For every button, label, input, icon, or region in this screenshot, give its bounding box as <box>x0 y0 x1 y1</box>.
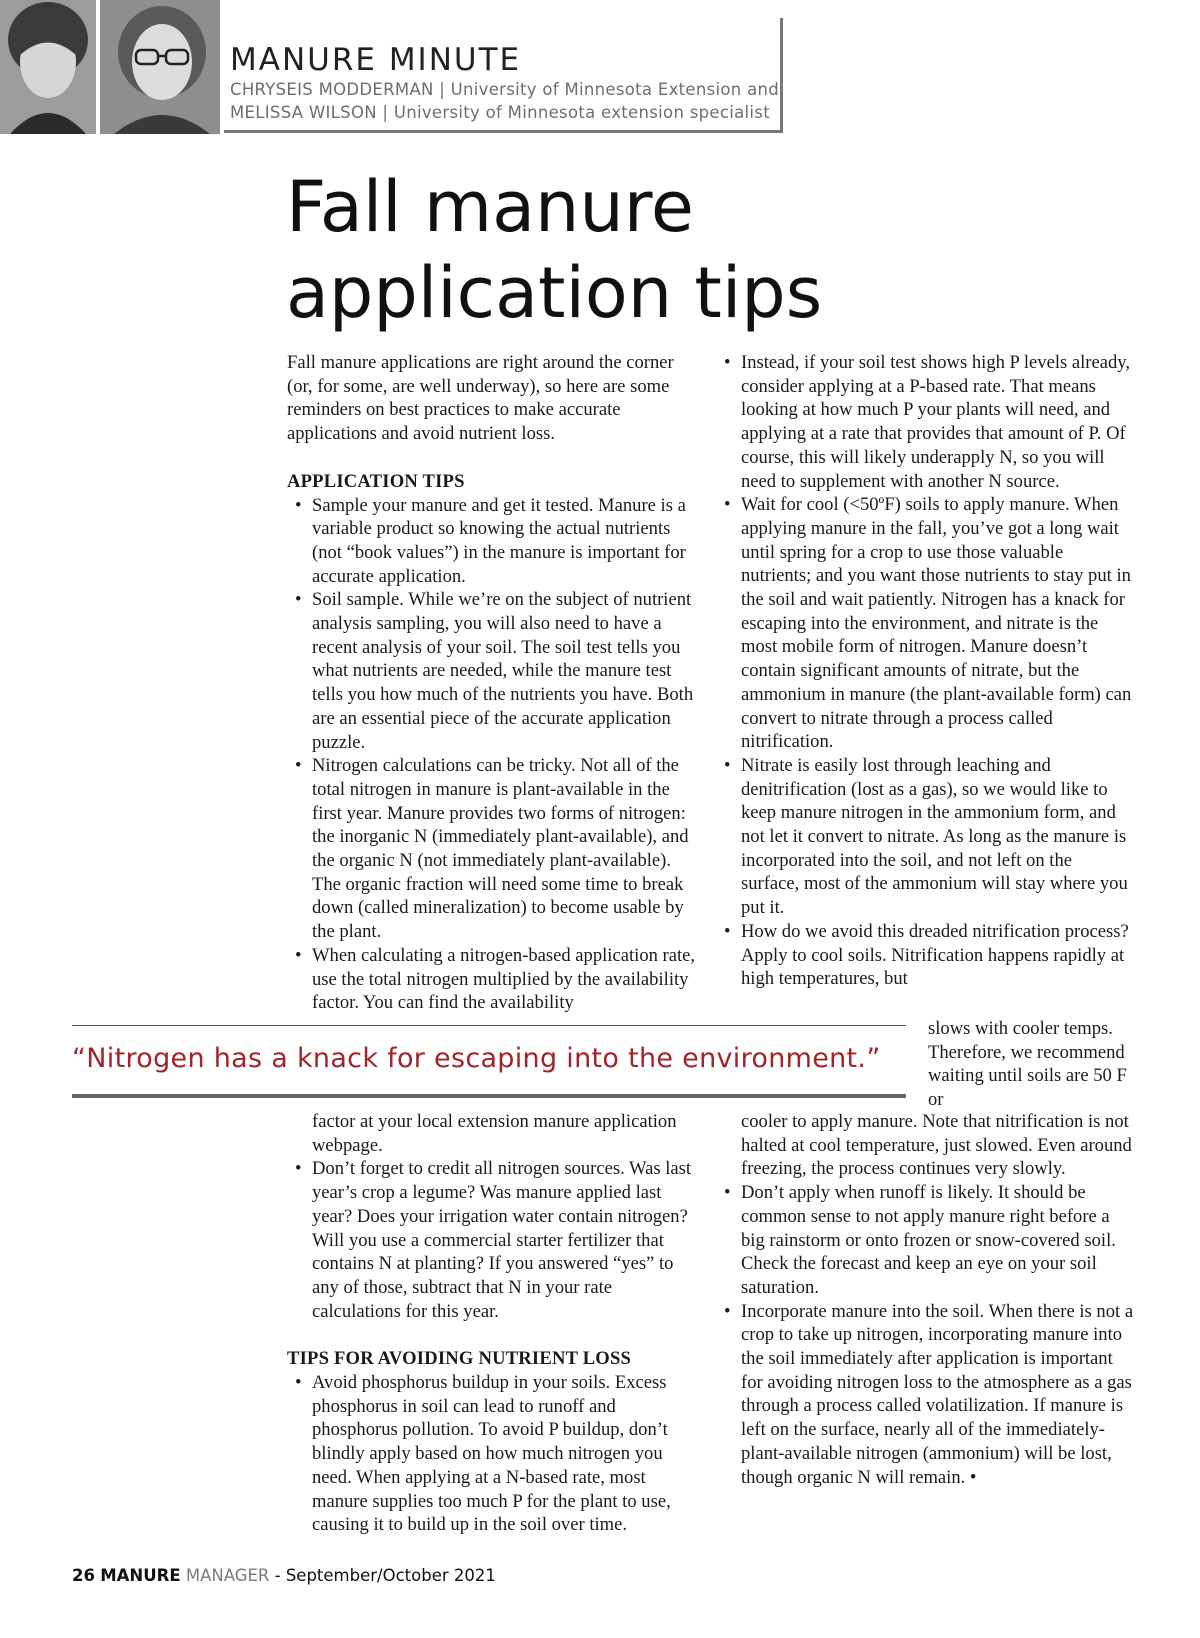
magazine-name-light: MANAGER <box>185 1566 270 1585</box>
list-item: • Don’t apply when runoff is likely. It should be common sense to not apply manure right before a big rainstorm or onto frozen or snow-covered soil. Check the forecast and keep an eye on your soil saturation. <box>716 1181 1134 1300</box>
list-item: • Sample your manure and get it tested. Manure is a variable product so knowing the actual nutrients (not “book values”) in the manure is important for accurate application. <box>287 494 697 589</box>
list-item: • How do we avoid this dreaded nitrification process? Apply to cool soils. Nitrification happens rapidly at high temperatures, but <box>716 920 1134 991</box>
left-column-bottom <box>287 1110 697 1537</box>
list-item: • Wait for cool (<50ºF) soils to apply manure. When applying manure in the fall, you’ve got a long wait until spring for a crop to use those valuable nutrients; and you want those nutrients to stay put in the soil and wait patiently. Nitrogen has a knack for escaping into the environment, and nitrate is the most mobile form of nitrogen. Manure doesn’t contain significant amounts of nitrate, but the ammonium in manure (the plant-available form) can convert to nitrate through a process called nitrification. <box>716 493 1134 754</box>
author-photo-wilson <box>100 0 220 134</box>
wrapped-text: slows with cooler temps. Therefore, we recommend waiting until soils are 50 F or <box>928 1018 1127 1111</box>
title-line-1: Fall manure <box>286 166 695 248</box>
pull-quote-rule-bottom <box>72 1094 906 1098</box>
application-tips-list <box>287 494 697 1015</box>
nutrient-loss-list <box>287 1371 697 1537</box>
page-footer <box>72 1566 496 1585</box>
issue-date: - September/October 2021 <box>269 1566 496 1585</box>
right-column-top <box>716 351 1134 991</box>
list-item: • Incorporate manure into the soil. When there is not a crop to take up nitrogen, incorporating manure into the soil immediately after application is important for avoiding nitrogen loss to the atmosphere as a gas through a process called volatilization. If manure is left on the surface, nearly all of the immediately-plant-available nitrogen (ammonium) will be lost, though organic N will remain. • <box>716 1300 1134 1490</box>
left-column-top <box>287 351 697 1015</box>
page-number: 26 <box>72 1566 95 1585</box>
right-column-wrap <box>928 1017 1134 1112</box>
list-item: • Avoid phosphorus buildup in your soils. Excess phosphorus in soil can lead to runoff and phosphorus pollution. To avoid P buildup, don’t blindly apply based on how much nitrogen you need. When applying at a N-based rate, most manure supplies too much P for the plant to use, causing it to build up in the soil over time. <box>287 1371 697 1537</box>
author-line-2: MELISSA WILSON | University of Minnesota extension specialist <box>230 103 770 122</box>
application-tips-list-continued <box>287 1110 697 1323</box>
list-item: • Nitrate is easily lost through leaching and denitrification (lost as a gas), so we would like to keep manure nitrogen in the ammonium form, and not let it convert to nitrate. As long as the manure is incorporated into the soil, and not left on the surface, most of the ammonium will stay where you put it. <box>716 754 1134 920</box>
list-item: • When calculating a nitrogen-based application rate, use the total nitrogen multiplied by the availability factor. You can find the availability <box>287 944 697 1015</box>
author-photo-modderman <box>0 0 96 134</box>
list-item: • Don’t forget to credit all nitrogen sources. Was last year’s crop a legume? Was manure applied last year? Does your irrigation water contain nitrogen? Will you use a commercial starter fertilizer that contains N at planting? If you answered “yes” to any of those, subtract that N in your rate calculations for this year. <box>287 1157 697 1323</box>
nutrient-loss-list-continued-2 <box>716 1110 1134 1489</box>
section-label: MANURE MINUTE <box>230 42 522 78</box>
title-line-2: application tips <box>286 252 823 334</box>
heading-nutrient-loss: TIPS FOR AVOIDING NUTRIENT LOSS <box>287 1348 632 1370</box>
pull-quote: “Nitrogen has a knack for escaping into the environment.” <box>72 1043 881 1074</box>
nutrient-loss-list-continued <box>716 351 1134 991</box>
list-item: • Nitrogen calculations can be tricky. Not all of the total nitrogen in manure is plant-available in the first year. Manure provides two forms of nitrogen: the inorganic N (immediately plant-available), and the organic N (not immediately plant-available). The organic fraction will need some time to break down (called mineralization) to become usable by the plant. <box>287 754 697 944</box>
magazine-name-bold: MANURE <box>100 1566 181 1585</box>
author-line-1: CHRYSEIS MODDERMAN | University of Minnesota Extension and <box>230 80 780 99</box>
heading-application-tips: APPLICATION TIPS <box>287 470 465 492</box>
article-title <box>286 164 822 336</box>
list-item-continued: factor at your local extension manure application webpage. <box>312 1111 677 1156</box>
intro-paragraph: Fall manure applications are right around the corner (or, for some, are well underway), so here are some reminders on best practices to make accurate applications and avoid nutrient loss. <box>287 352 674 445</box>
list-item-continued: cooler to apply manure. Note that nitrification is not halted at cool temperature, just slowed. Even around freezing, the process continues very slowly. <box>741 1111 1132 1180</box>
pull-quote-rule-top <box>72 1025 906 1026</box>
right-column-bottom <box>716 1110 1134 1489</box>
list-item: • Instead, if your soil test shows high P levels already, consider applying at a P-based rate. That means looking at how much P your plants will need, and applying at a rate that provides that amount of P. Of course, this will likely underapply N, so you will need to supplement with another N source. <box>716 351 1134 493</box>
list-item: • Soil sample. While we’re on the subject of nutrient analysis sampling, you will also need to have a recent analysis of your soil. The soil test tells you what nutrients are needed, while the manure test tells you how much of the nutrients you have. Both are an essential piece of the accurate application puzzle. <box>287 588 697 754</box>
